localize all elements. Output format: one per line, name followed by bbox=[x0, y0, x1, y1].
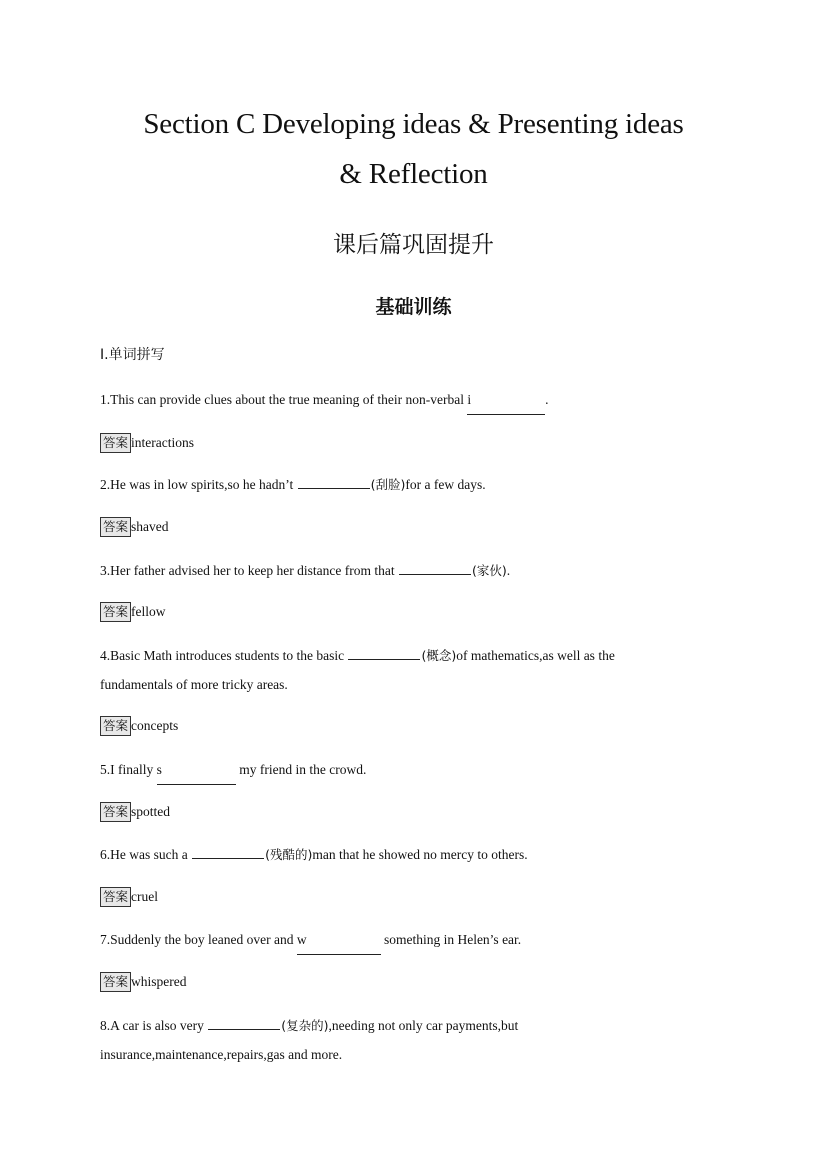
answer-badge: 答案 bbox=[100, 517, 131, 537]
blank-with-letter: i bbox=[467, 385, 545, 415]
fill-blank bbox=[399, 560, 471, 575]
answer-4: 答案 concepts bbox=[100, 716, 178, 736]
answer-5: 答案 spotted bbox=[100, 802, 170, 822]
page-subtitle: 课后篇巩固提升 bbox=[333, 232, 494, 258]
question-8: 8.A car is also very (复杂的),needing not only car payments,but insurance,maintenance,repairs,gas and more. bbox=[100, 1011, 740, 1069]
fill-blank bbox=[348, 645, 420, 660]
page-title-line-1: Section C Developing ideas & Presenting ideas bbox=[143, 108, 684, 140]
section-heading: 基础训练 bbox=[375, 296, 452, 318]
answer-badge: 答案 bbox=[100, 887, 131, 907]
question-4: 4.Basic Math introduces students to the basic (概念)of mathematics,as well as the fundamentals of more tricky areas. bbox=[100, 641, 740, 699]
fill-blank bbox=[208, 1015, 280, 1030]
part-heading: Ⅰ.单词拼写 bbox=[100, 347, 165, 363]
answer-3: 答案 fellow bbox=[100, 602, 166, 622]
question-3: 3.Her father advised her to keep her distance from that (家伙). bbox=[100, 556, 740, 585]
page-title-line-2: & Reflection bbox=[339, 158, 488, 190]
answer-6: 答案 cruel bbox=[100, 887, 158, 907]
blank-with-letter: w bbox=[297, 925, 381, 955]
answer-badge: 答案 bbox=[100, 716, 131, 736]
question-1: 1.This can provide clues about the true meaning of their non-verbal i . bbox=[100, 385, 740, 415]
answer-badge: 答案 bbox=[100, 433, 131, 453]
answer-7: 答案 whispered bbox=[100, 972, 187, 992]
question-5: 5.I finally s my friend in the crowd. bbox=[100, 755, 740, 785]
answer-badge: 答案 bbox=[100, 972, 131, 992]
fill-blank bbox=[192, 844, 264, 859]
answer-1: 答案 interactions bbox=[100, 433, 194, 453]
answer-badge: 答案 bbox=[100, 802, 131, 822]
answer-badge: 答案 bbox=[100, 602, 131, 622]
blank-with-letter: s bbox=[157, 755, 236, 785]
question-2: 2.He was in low spirits,so he hadn’t (刮脸)for a few days. bbox=[100, 470, 740, 499]
fill-blank bbox=[298, 474, 370, 489]
answer-2: 答案 shaved bbox=[100, 517, 169, 537]
question-7: 7.Suddenly the boy leaned over and w something in Helen’s ear. bbox=[100, 925, 740, 955]
question-6: 6.He was such a (残酷的)man that he showed no mercy to others. bbox=[100, 840, 740, 869]
